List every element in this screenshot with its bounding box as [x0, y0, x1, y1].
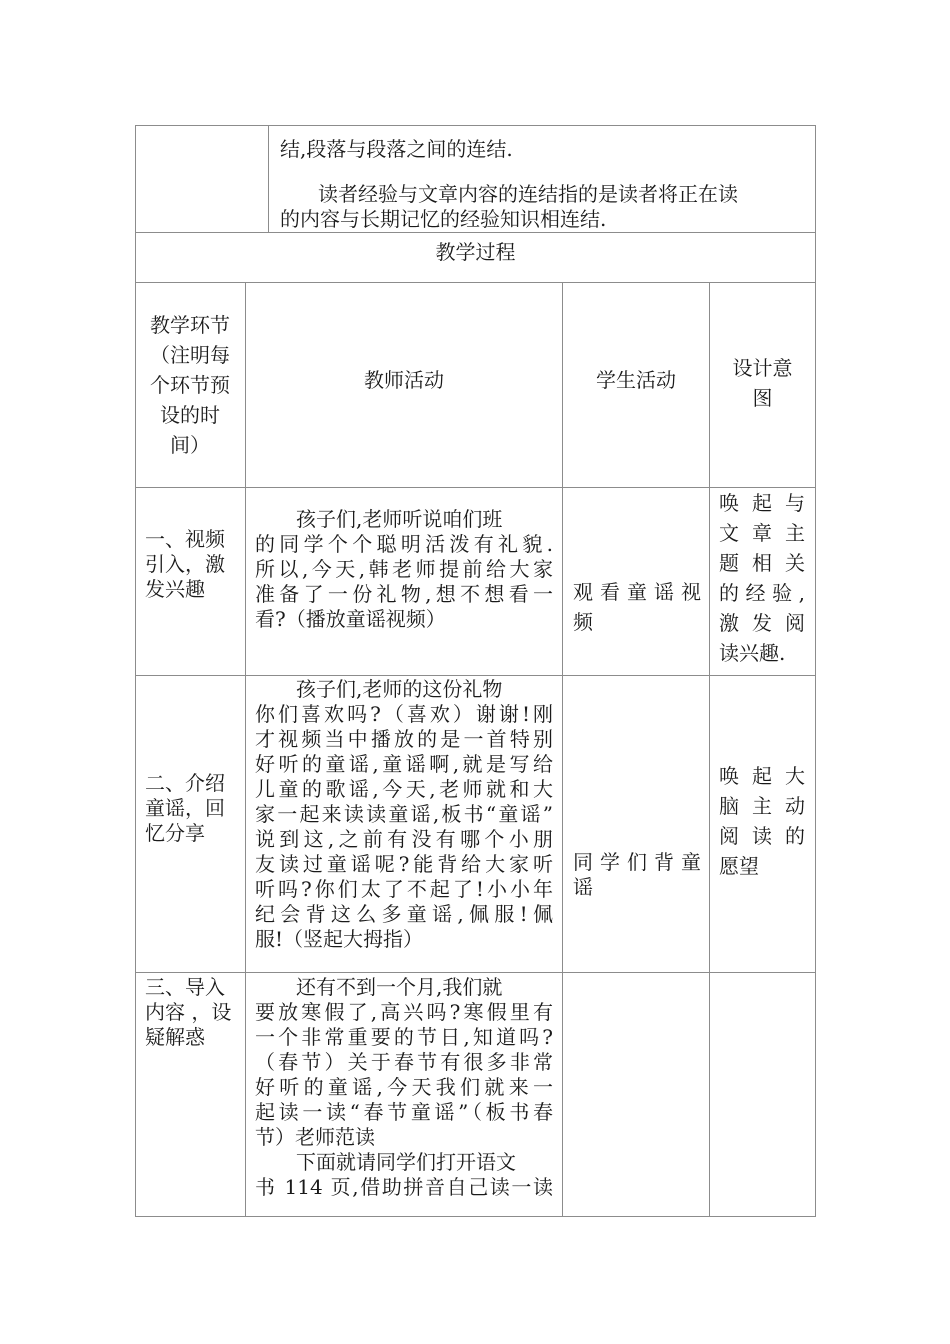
row1-teacher-line: 的同学个个聪明活泼有礼貌.	[255, 532, 553, 556]
col-divider-student	[709, 282, 710, 1217]
row2-teacher-line: 孩子们,老师的这份礼物	[296, 677, 503, 701]
row3-teacher-line: 要放寒假了,高兴吗?寒假里有	[255, 1000, 553, 1024]
row3-teacher-line: 好听的童谣,今天我们就来一	[255, 1075, 553, 1099]
table-divider-process	[135, 232, 816, 233]
row2-teacher-line: 你们喜欢吗?（喜欢）谢谢!刚	[255, 702, 553, 726]
row1-intent-line: 唤起与	[719, 491, 805, 515]
row2-intent-line: 愿望	[719, 854, 759, 878]
row2-stage-line: 二、介绍	[145, 771, 225, 795]
row2-teacher-line: 儿童的歌谣,今天,老师就和大	[255, 777, 553, 801]
row2-stage-line: 童谣，回	[145, 796, 225, 820]
row1-stage-line: 引入，激	[145, 552, 225, 576]
table-border-right	[815, 125, 816, 1217]
row3-teacher-line: （春节）关于春节有很多非常	[255, 1050, 553, 1074]
header-teacher: 教师活动	[364, 368, 444, 392]
row3-teacher-line: 节）老师范读	[255, 1125, 375, 1149]
row2-teacher-line: 家一起来读读童谣,板书“童谣”	[255, 802, 553, 826]
row1-intent-line: 读兴趣.	[719, 641, 786, 665]
table-divider-row1	[135, 487, 816, 488]
header-student: 学生活动	[596, 368, 676, 392]
row1-teacher-line: 所以,今天,韩老师提前给大家	[255, 557, 553, 581]
row2-intent-line: 唤起大	[719, 764, 805, 788]
row1-stage-line: 发兴趣	[145, 577, 205, 601]
row2-teacher-line: 说到这,之前有没有哪个小朋	[255, 827, 553, 851]
row2-teacher-line: 好听的童谣,童谣啊,就是写给	[255, 752, 553, 776]
row3-stage-line: 内容 ，设	[145, 1000, 232, 1024]
table-divider-header	[135, 282, 816, 283]
row3-teacher-line: 下面就请同学们打开语文	[296, 1150, 516, 1174]
row1-student-line: 频	[573, 610, 593, 634]
row3-teacher-line: 一个非常重要的节日,知道吗?	[255, 1025, 553, 1049]
top-section-divider	[268, 125, 269, 232]
row2-teacher-line: 服!（竖起大拇指）	[255, 927, 424, 951]
row2-intent-line: 脑主动	[719, 794, 805, 818]
row3-teacher-line: 还有不到一个月,我们就	[296, 975, 503, 999]
row1-teacher-line: 孩子们,老师听说咱们班	[296, 507, 503, 531]
top-paragraph-1: 结,段落与段落之间的连结.	[280, 137, 513, 161]
row1-teacher-line: 看?（播放童谣视频）	[255, 607, 446, 631]
row1-stage-line: 一、视频	[145, 527, 225, 551]
row1-intent-line: 的经验,	[719, 581, 805, 605]
document-page: 结,段落与段落之间的连结. 读者经验与文章内容的连结指的是读者将正在读 的内容与长期记忆的经验知识相连结. 教学过程 教学环节 （注明每 个环节预 设的时 间） 教师活动 学生活动 设计意 图 一、视频 引入，激 发兴趣 孩子们,老师听说咱们班 的同学个个聪明活泼有礼貌. 所以,今天,韩老师提前给大家 准备了一份礼物,想不想看一 看?（播放童谣视频） 观看童谣视 频 唤起与 文章主 题相关 的经验, 激发阅 读兴趣. 二、介绍 童谣，回 忆分享 孩子们,老师的这份礼物 你们喜欢吗?（喜欢）谢谢!刚 才视频当中播放的是一首特别 好听的童谣,童谣啊,就是写给 儿童的歌谣,今天,老师就和大 家一起来读读童谣,板书“童谣” 说到这,之前有没有哪个小朋 友读过童谣呢?能背给大家听 听吗?你们太了不起了!小小年 纪会背这么多童谣,佩服!佩 服!（竖起大拇指） 同学们背童 谣 唤起大 脑主动 阅读的 愿望 三、导入 内容 ，设 疑解惑 还有不到一个月,我们就 要放寒假了,高兴吗?寒假里有 一个非常重要的节日,知道吗? （春节）关于春节有很多非常 好听的童谣,今天我们就来一 起读一读“春节童谣”（板书春 节）老师范读 下面就请同学们打开语文 书 114 页,借助拼音自己读一读	[0, 0, 950, 1344]
row2-student-line: 谣	[573, 875, 593, 899]
col-divider-teacher	[562, 282, 563, 1217]
row2-teacher-line: 友读过童谣呢?能背给大家听	[255, 852, 553, 876]
row2-intent-line: 阅读的	[719, 824, 805, 848]
col-divider-stage	[245, 282, 246, 1217]
row3-stage-line: 三、导入	[145, 975, 225, 999]
row1-intent-line: 激发阅	[719, 611, 805, 635]
table-border-top	[135, 125, 816, 126]
row1-student-line: 观看童谣视	[573, 580, 701, 604]
row1-teacher-line: 准备了一份礼物,想不想看一	[255, 582, 553, 606]
table-border-left	[135, 125, 136, 1217]
row3-stage-line: 疑解惑	[145, 1025, 205, 1049]
process-header: 教学过程	[435, 240, 516, 264]
table-border-bottom	[135, 1216, 816, 1217]
table-divider-row3	[135, 972, 816, 973]
row2-teacher-line: 才视频当中播放的是一首特别	[255, 727, 553, 751]
row2-teacher-line: 听吗?你们太了不起了!小小年	[255, 877, 553, 901]
row3-teacher-line: 起读一读“春节童谣”（板书春	[255, 1100, 553, 1124]
row2-teacher-line: 纪会背这么多童谣,佩服!佩	[255, 902, 553, 926]
top-paragraph-2-line-2: 的内容与长期记忆的经验知识相连结.	[280, 207, 607, 231]
row1-intent-line: 文章主	[719, 521, 805, 545]
table-divider-row2	[135, 675, 816, 676]
top-paragraph-2-line-1: 读者经验与文章内容的连结指的是读者将正在读	[318, 182, 738, 206]
row2-stage-line: 忆分享	[145, 821, 205, 845]
row3-teacher-line: 书 114 页,借助拼音自己读一读	[255, 1175, 553, 1199]
row1-intent-line: 题相关	[719, 551, 805, 575]
row2-student-line: 同学们背童	[573, 850, 701, 874]
